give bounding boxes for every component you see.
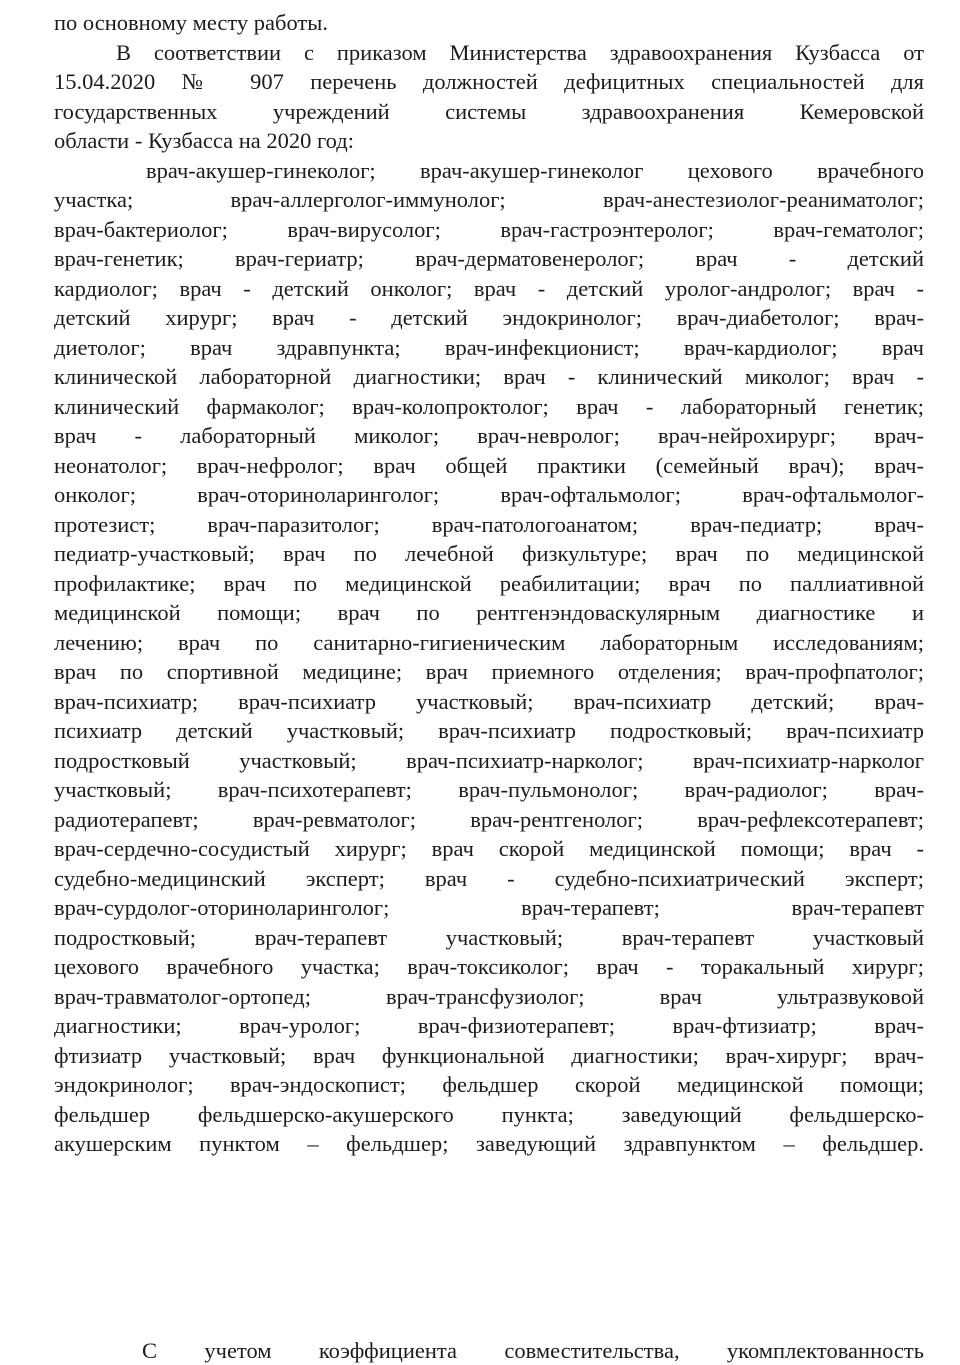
text-line	[54, 1306, 924, 1336]
text-line	[54, 1277, 924, 1307]
text-line: клинической лабораторной диагностики; врач - клинический миколог; врач -	[54, 362, 924, 392]
text-line: подростковый; врач-терапевт участковый; врач-терапевт участковый	[54, 923, 924, 953]
text-line: государственных учреждений системы здравоохранения Кемеровской	[54, 97, 924, 127]
text-line: клинический фармаколог; врач-колопроктолог; врач - лабораторный генетик;	[54, 392, 924, 422]
text-line: фельдшер фельдшерско-акушерского пункта; заведующий фельдшерско-	[54, 1100, 924, 1130]
positions-list	[54, 156, 924, 1336]
text-line: лечению; врач по санитарно-гигиеническим лабораторным исследованиям;	[54, 628, 924, 658]
text-line: участковый; врач-психотерапевт; врач-пульмонолог; врач-радиолог; врач-	[54, 775, 924, 805]
text-line: врач-бактериолог; врач-вирусолог; врач-гастроэнтеролог; врач-гематолог;	[54, 215, 924, 245]
text-line	[54, 1247, 924, 1277]
text-line: диагностики; врач-уролог; врач-физиотерапевт; врач-фтизиатр; врач-	[54, 1011, 924, 1041]
intro-line: по основному месту работы.	[54, 8, 924, 38]
text-line: радиотерапевт; врач-ревматолог; врач-рентгенолог; врач-рефлексотерапевт;	[54, 805, 924, 835]
text-line: протезист; врач-паразитолог; врач-патологоанатом; врач-педиатр; врач-	[54, 510, 924, 540]
text-line: судебно-медицинский эксперт; врач - судебно-психиатрический эксперт;	[54, 864, 924, 894]
text-line	[54, 1159, 924, 1189]
text-line	[54, 1218, 924, 1248]
text-line: профилактике; врач по медицинской реабилитации; врач по паллиативной	[54, 569, 924, 599]
text-line: подростковый участковый; врач-психиатр-нарколог; врач-психиатр-нарколог	[54, 746, 924, 776]
text-line: фтизиатр участковый; врач функциональной диагностики; врач-хирург; врач-	[54, 1041, 924, 1071]
text-line: врач-акушер-гинеколог; врач-акушер-гинеколог цехового врачебного	[54, 156, 924, 186]
text-line: врач-психиатр; врач-психиатр участковый; врач-психиатр детский; врач-	[54, 687, 924, 717]
text-line: психиатр детский участковый; врач-психиатр подростковый; врач-психиатр	[54, 716, 924, 746]
document-text	[54, 8, 924, 1365]
text-line: врач-сурдолог-оториноларинголог; врач-терапевт; врач-терапевт	[54, 893, 924, 923]
text-line: области - Кузбасса на 2020 год:	[54, 126, 924, 156]
text-line: эндокринолог; врач-эндоскопист; фельдшер скорой медицинской помощи;	[54, 1070, 924, 1100]
text-line: врач-сердечно-сосудистый хирург; врач скорой медицинской помощи; врач -	[54, 834, 924, 864]
text-line: медицинской помощи; врач по рентгенэндоваскулярным диагностике и	[54, 598, 924, 628]
text-line: детский хирург; врач - детский эндокринолог; врач-диабетолог; врач-	[54, 303, 924, 333]
closing-line: С учетом коэффициента совместительства, укомплектованность	[54, 1336, 924, 1365]
text-line: неонатолог; врач-нефролог; врач общей практики (семейный врач); врач-	[54, 451, 924, 481]
text-line	[54, 1188, 924, 1218]
text-line: врач - лабораторный миколог; врач-невролог; врач-нейрохирург; врач-	[54, 421, 924, 451]
order-paragraph	[54, 38, 924, 156]
text-line: врач-травматолог-ортопед; врач-трансфузиолог; врач ультразвуковой	[54, 982, 924, 1012]
text-line: участка; врач-аллерголог-иммунолог; врач-анестезиолог-реаниматолог;	[54, 185, 924, 215]
text-line: педиатр-участковый; врач по лечебной физкультуре; врач по медицинской	[54, 539, 924, 569]
text-line: врач по спортивной медицине; врач приемного отделения; врач-профпатолог;	[54, 657, 924, 687]
text-line: кардиолог; врач - детский онколог; врач - детский уролог-андролог; врач -	[54, 274, 924, 304]
text-line: диетолог; врач здравпункта; врач-инфекционист; врач-кардиолог; врач	[54, 333, 924, 363]
text-line: врач-генетик; врач-гериатр; врач-дерматовенеролог; врач - детский	[54, 244, 924, 274]
text-line: В соответствии с приказом Министерства здравоохранения Кузбасса от	[54, 38, 924, 68]
text-line: 15.04.2020 № 907 перечень должностей дефицитных специальностей для	[54, 67, 924, 97]
text-line: онколог; врач-оториноларинголог; врач-офтальмолог; врач-офтальмолог-	[54, 480, 924, 510]
text-line: цехового врачебного участка; врач-токсиколог; врач - торакальный хирург;	[54, 952, 924, 982]
text-line: акушерским пунктом – фельдшер; заведующий здравпунктом – фельдшер.	[54, 1129, 924, 1159]
